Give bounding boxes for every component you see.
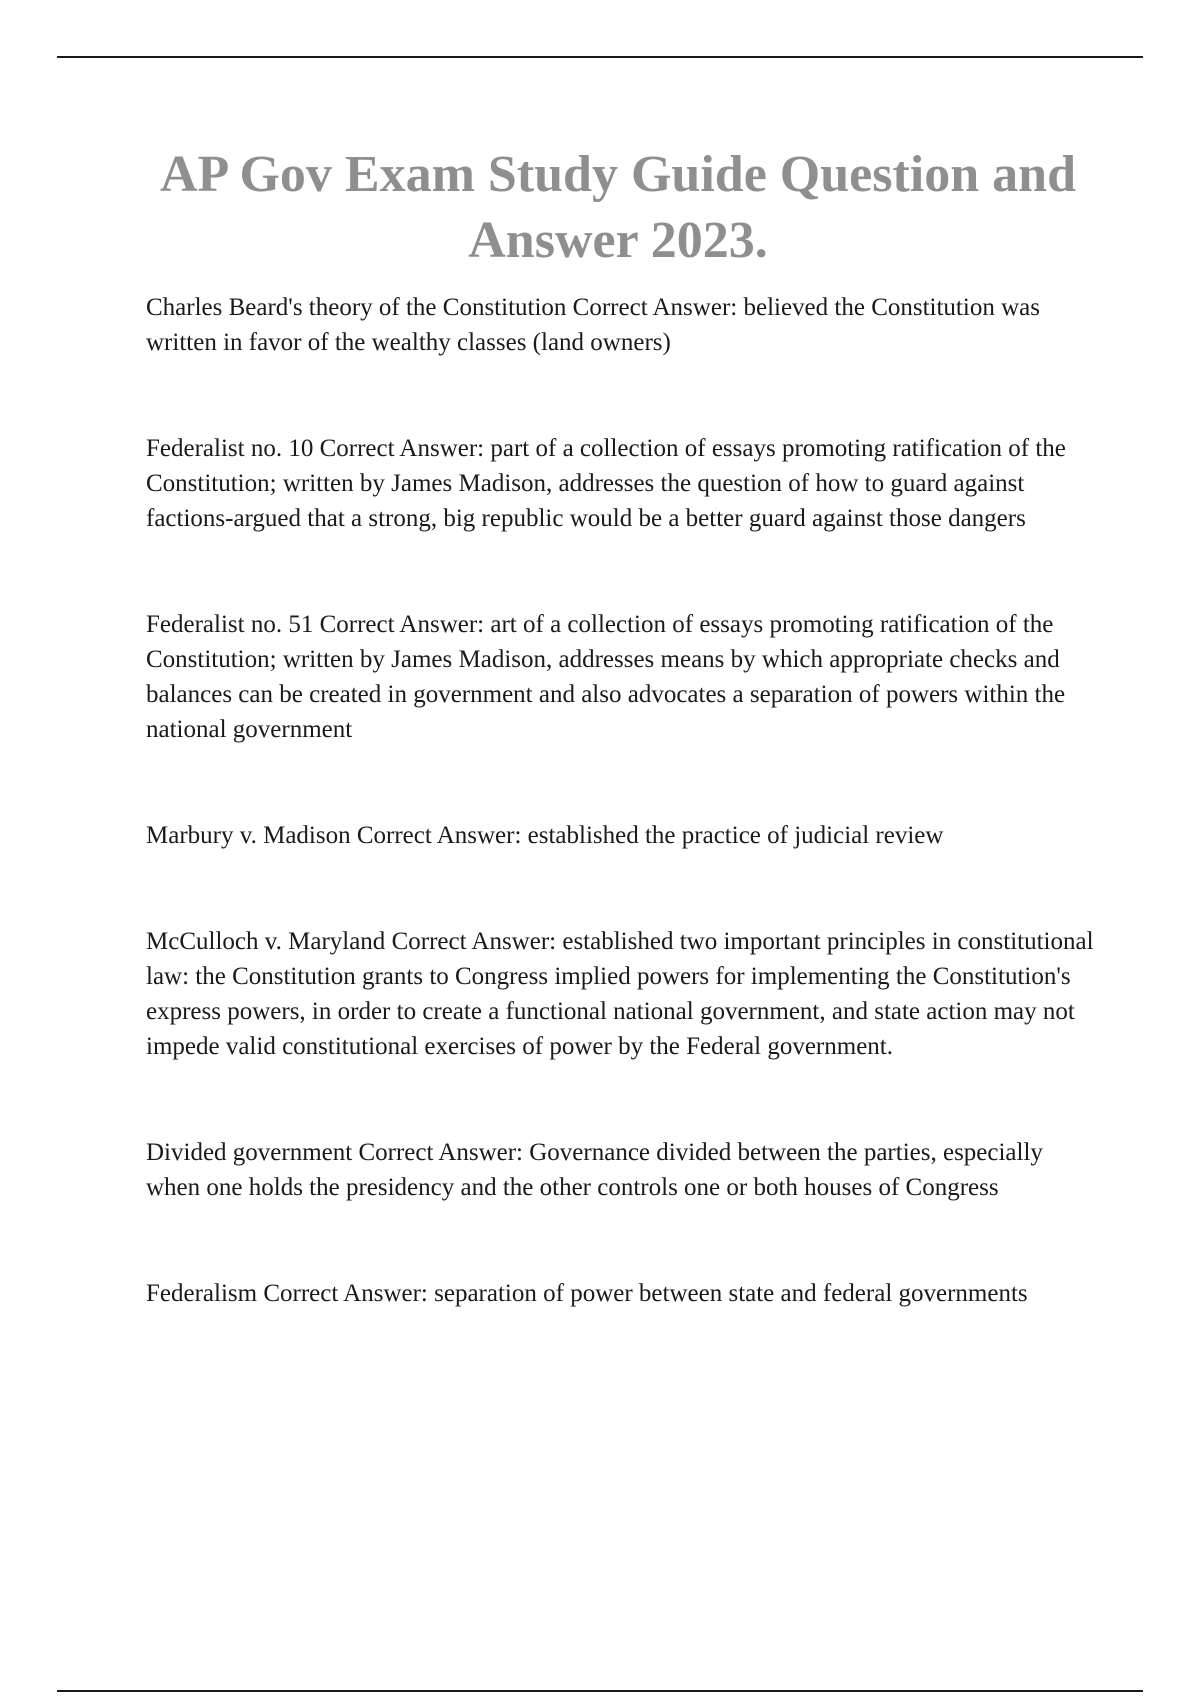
qa-answer: established two important principles in constitutional law: the Constitution grants to Congress implied powers for implementing the Constitution's express powers, in order to create a functional national government, and state action may not impede valid constitutional exercises of power by the Federal government. [146,928,1094,1060]
qa-answer: believed the Constitution was written in favor of the wealthy classes (land owners) [146,294,1040,356]
qa-item [146,290,1096,360]
answer-marker: Correct Answer: [319,435,485,462]
qa-answer: part of a collection of essays promoting ratification of the Constitution; written by James Madison, addresses the question of how to guard against factions-argued that a strong, big republic would be a better guard against those dangers [146,435,1066,532]
qa-answer: art of a collection of essays promoting ratification of the Constitution; written by James Madison, addresses means by which appropriate checks and balances can be created in government and also advocates a separation of powers within the national government [146,611,1066,743]
answer-marker: Correct Answer: [391,928,557,955]
qa-term: Marbury v. Madison [146,822,351,849]
qa-item [146,924,1096,1064]
qa-term: McCulloch v. Maryland [146,928,386,955]
qa-item [146,607,1096,747]
qa-term: Charles Beard's theory of the Constitution [146,294,567,321]
qa-item [146,818,1096,853]
qa-item [146,1135,1096,1205]
footer-rule [57,1690,1143,1692]
answer-marker: Correct Answer: [572,294,738,321]
answer-marker: Correct Answer: [319,611,485,638]
qa-term: Federalist no. 10 [146,435,314,462]
qa-list [146,290,1096,1382]
qa-term: Federalism [146,1280,258,1307]
qa-term: Federalist no. 51 [146,611,314,638]
answer-marker: Correct Answer: [263,1280,428,1307]
header-rule [57,56,1143,58]
qa-term: Divided government [146,1139,353,1166]
qa-answer: established the practice of judicial review [527,822,944,849]
answer-marker: Correct Answer: [356,822,522,849]
document-title: AP Gov Exam Study Guide Question and Answer 2023. [160,146,1076,269]
qa-answer: Governance divided between the parties, especially when one holds the presidency and the other controls one or both houses of Congress [146,1139,1043,1201]
qa-item [146,431,1096,536]
answer-marker: Correct Answer: [358,1139,523,1166]
qa-answer: separation of power between state and federal governments [434,1280,1028,1307]
qa-item [146,1276,1096,1311]
